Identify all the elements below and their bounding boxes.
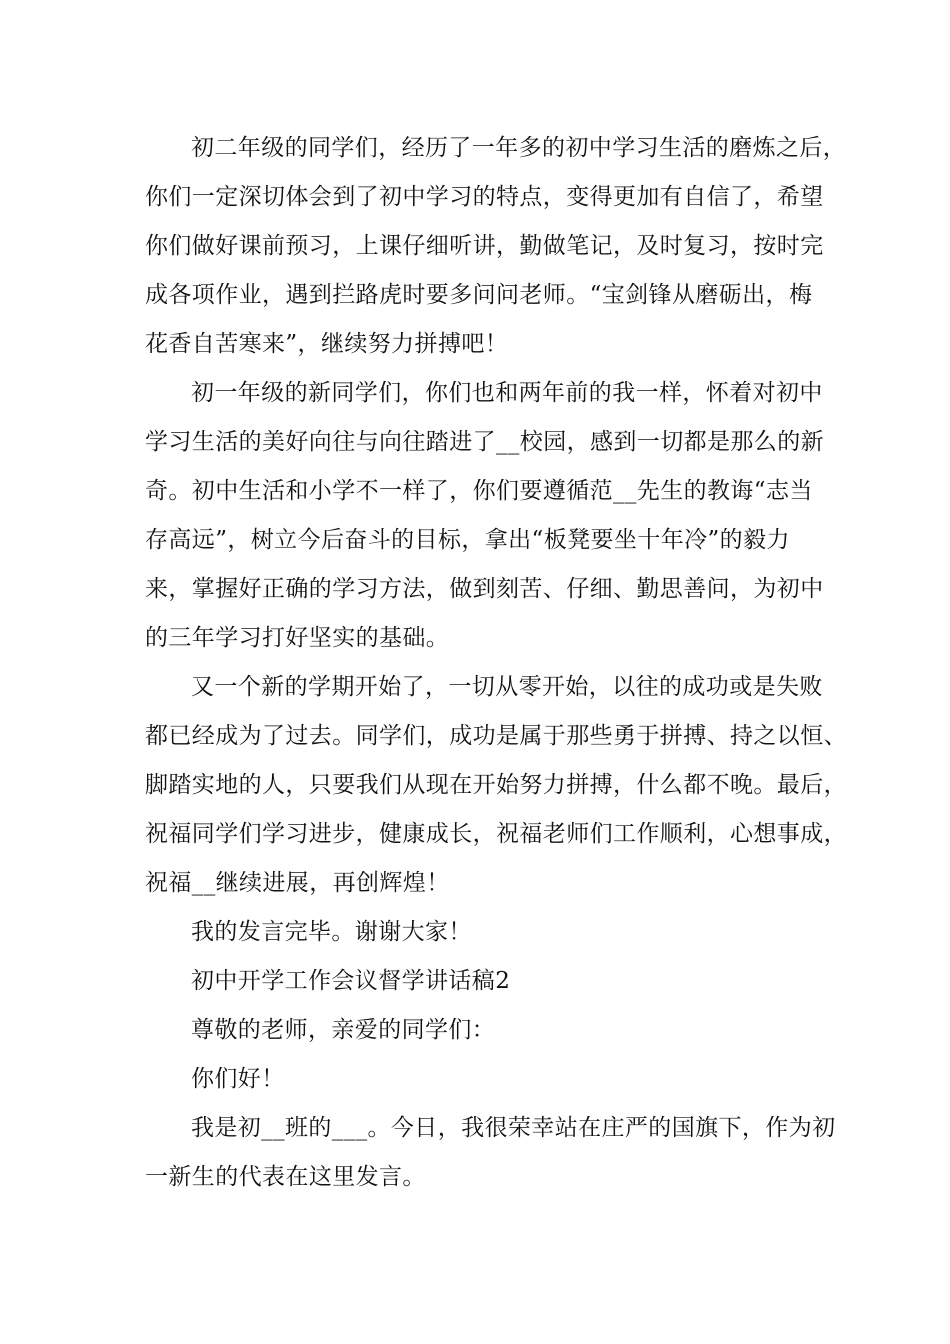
text-line: 奇。初中生活和小学不一样了，你们要遵循范__先生的教诲“志当	[145, 478, 813, 504]
text-line: 祝福__继续进展，再创辉煌！	[145, 870, 450, 896]
text-line: 你们一定深切体会到了初中学习的特点，变得更加有自信了，希望	[145, 184, 824, 210]
document-body	[145, 124, 847, 1202]
text-line: 都已经成为了过去。同学们，成功是属于那些勇于拼搏、持之以恒、	[145, 723, 847, 749]
text-line: 存高远”，树立今后奋斗的目标，拿出“板凳要坐十年冷”的毅力	[145, 527, 790, 553]
text-line: 我的发言完毕。谢谢大家！	[191, 919, 472, 945]
text-line: 的三年学习打好坚实的基础。	[145, 625, 450, 651]
text-line: 花香自苦寒来”，继续努力拼搏吧！	[145, 331, 509, 357]
text-line: 祝福同学们学习进步，健康成长，祝福老师们工作顺利，心想事成，	[145, 821, 847, 847]
text-line: 你们做好课前预习，上课仔细听讲，勤做笔记，及时复习，按时完	[145, 233, 824, 259]
text-line: 又一个新的学期开始了，一切从零开始，以往的成功或是失败	[191, 674, 823, 700]
text-line: 脚踏实地的人，只要我们从现在开始努力拼搏，什么都不晚。最后，	[145, 772, 847, 798]
greeting: 你们好！	[191, 1066, 285, 1092]
section-heading: 初中开学工作会议督学讲话稿2	[191, 968, 511, 994]
text-line: 初一年级的新同学们，你们也和两年前的我一样，怀着对初中	[191, 380, 823, 406]
text-line: 一新生的代表在这里发言。	[145, 1164, 426, 1190]
text-line: 成各项作业，遇到拦路虎时要多问问老师。“宝剑锋从磨砺出，梅	[145, 282, 813, 308]
text-line: 初二年级的同学们，经历了一年多的初中学习生活的磨炼之后，	[191, 135, 847, 161]
salutation: 尊敬的老师，亲爱的同学们：	[191, 1017, 496, 1043]
text-line: 来，掌握好正确的学习方法，做到刻苦、仔细、勤思善问，为初中	[145, 576, 824, 602]
text-line: 学习生活的美好向往与向往踏进了__校园，感到一切都是那么的新	[145, 429, 824, 455]
text-line: 我是初__班的___。今日，我很荣幸站在庄严的国旗下，作为初	[191, 1115, 836, 1141]
